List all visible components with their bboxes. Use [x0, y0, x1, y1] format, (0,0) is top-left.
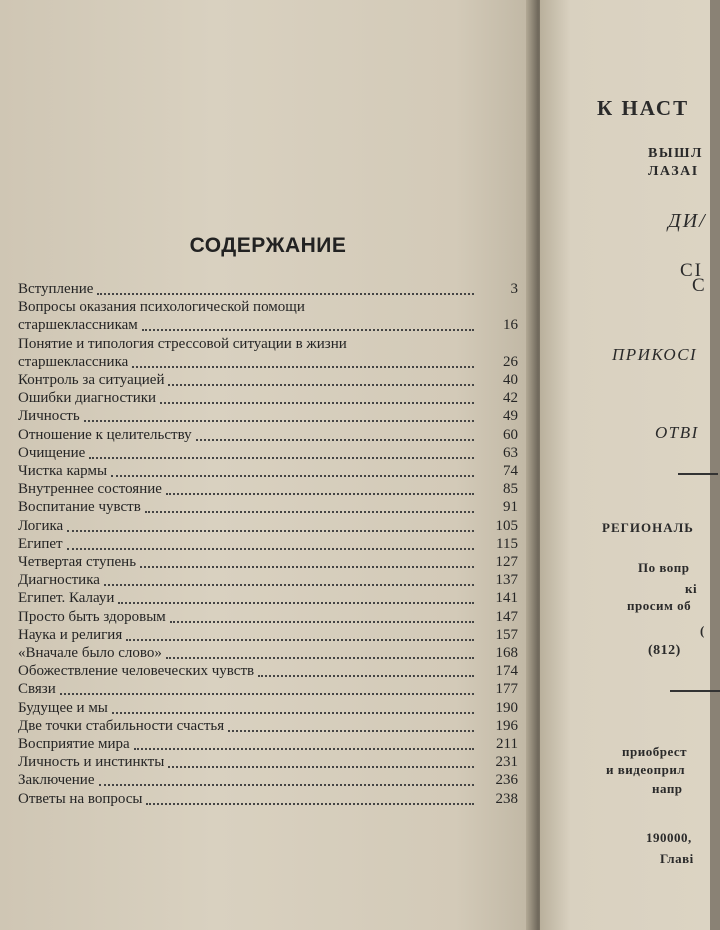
right-page-text-line: 190000,	[646, 830, 692, 845]
toc-page-number: 16	[503, 317, 518, 334]
toc-page-number: 236	[495, 772, 518, 789]
toc-entry-title: Египет. Калауи	[18, 590, 115, 607]
toc-dot-leader	[140, 564, 474, 568]
toc-entry-title: Обожествление человеческих чувств	[18, 663, 255, 680]
toc-page-number: 63	[503, 444, 518, 461]
toc-page-number: 40	[503, 372, 518, 388]
toc-dot-leader	[170, 619, 474, 623]
toc-dot-leader	[104, 582, 474, 586]
toc-page-number: 147	[495, 608, 518, 625]
toc-entry-title: Будущее и мы	[18, 699, 108, 716]
toc-entry-title: Связи	[18, 681, 56, 698]
toc-entry-title: Просто быть здоровым	[18, 608, 166, 625]
right-page-text-line: просим об	[627, 598, 692, 613]
toc-page-number: 177	[495, 681, 518, 698]
toc-dot-leader	[142, 327, 474, 331]
toc-page-number: 91	[503, 499, 518, 516]
toc-page-number: 174	[495, 663, 518, 680]
toc-dot-leader	[228, 728, 474, 732]
toc-dot-leader	[97, 291, 474, 295]
toc-dot-leader	[67, 528, 474, 532]
toc-entry-title: Ответы на вопросы	[18, 790, 143, 807]
right-page	[540, 0, 710, 930]
toc-page-number: 3	[510, 281, 518, 297]
toc-entry-title: Четвертая ступень	[18, 554, 137, 570]
toc-entry-title: Восприятие мира	[18, 736, 130, 752]
toc-dot-leader	[168, 764, 474, 768]
toc-dot-leader	[111, 473, 474, 477]
toc-dot-leader	[145, 509, 474, 513]
toc-dot-leader	[168, 382, 474, 386]
toc-page-number: 238	[495, 790, 518, 807]
toc-entry-title: Ошибки диагностики	[18, 390, 157, 407]
toc-dot-leader	[60, 691, 474, 695]
toc-page-number: 157	[495, 626, 518, 643]
toc-dot-leader	[112, 710, 474, 714]
toc-entry-title: Чистка кармы	[18, 463, 108, 479]
toc-entry-title: Диагностика	[18, 572, 100, 589]
toc-dot-leader	[99, 782, 474, 786]
toc-entry-title: Вступление	[18, 281, 94, 297]
right-page-text-line: (812)	[648, 643, 681, 658]
toc-dot-leader	[126, 637, 474, 641]
toc-page-number: 196	[495, 717, 518, 734]
toc-dot-leader	[258, 673, 474, 677]
toc-dot-leader	[160, 400, 474, 404]
toc-dot-leader	[166, 655, 474, 659]
toc-dot-leader	[196, 437, 474, 441]
toc-dot-leader	[118, 600, 474, 604]
right-page-text-line: ДИ/	[668, 210, 707, 232]
toc-entry-title: Две точки стабильности счастья	[18, 717, 225, 734]
toc-entry-title: Личность и инстинкты	[18, 754, 165, 771]
toc-entry-title: старшеклассникам	[18, 317, 138, 334]
toc-entry-title: Вопросы оказания психологической помощи	[18, 299, 305, 316]
toc-entry-title: Воспитание чувств	[18, 499, 141, 516]
toc-page-number: 85	[503, 481, 518, 498]
toc-dot-leader	[89, 455, 474, 459]
right-page-text-line: ПРИКОСІ	[612, 345, 698, 364]
toc-entry-title: Заключение	[18, 772, 95, 789]
toc-dot-leader	[166, 491, 474, 495]
right-page-text-line: РЕГИОНАЛЬ	[602, 520, 694, 535]
right-page-text-line: и видеоприл	[606, 762, 686, 777]
right-page-text-line: По вопр	[638, 560, 690, 575]
toc-page-number: 105	[495, 517, 518, 534]
toc-entry-title: Личность	[18, 408, 80, 425]
toc-entry-title: старшеклассника	[18, 353, 129, 370]
toc-entry-title: Понятие и типология стрессовой ситуации в жизни	[18, 335, 347, 352]
toc-entry-title: Наука и религия	[18, 626, 123, 643]
toc-page-number: 115	[496, 535, 518, 552]
right-page-text-line: К НАСТ	[597, 96, 690, 120]
right-page-rule	[670, 690, 720, 692]
toc-entry-title: Отношение к целительству	[18, 426, 192, 443]
toc-page-number: 141	[495, 590, 518, 607]
toc-entry-title: Внутреннее состояние	[18, 481, 162, 498]
right-page-text-line: (	[700, 623, 705, 638]
toc-dot-leader	[132, 364, 474, 368]
right-page-text-line: ВЫШЛ	[648, 146, 703, 161]
toc-dot-leader	[84, 418, 474, 422]
toc-page-number: 49	[503, 408, 518, 425]
toc-dot-leader	[67, 546, 474, 550]
right-page-text-line: приобрест	[622, 744, 688, 759]
right-page-text-line: СІ	[680, 260, 703, 281]
toc-entry-title: «Вначале было слово»	[18, 645, 162, 661]
right-page-text-line: кі	[685, 581, 698, 596]
toc-page-number: 127	[495, 554, 518, 570]
toc-dot-leader	[146, 801, 474, 805]
toc-entry-title: Очищение	[18, 444, 86, 461]
toc-page-number: 60	[503, 426, 518, 443]
toc-entry-title: Логика	[18, 517, 64, 534]
toc-page-number: 168	[495, 645, 518, 661]
right-page-text-line: Главі	[660, 851, 694, 866]
toc-page-number: 190	[495, 699, 518, 716]
right-page-rule	[678, 473, 718, 475]
right-page-text-line: ОТВІ	[655, 423, 699, 442]
right-page-text-line: ЛАЗАІ	[648, 164, 699, 179]
toc-entry-title: Египет	[18, 535, 63, 552]
toc-page-number: 42	[503, 390, 518, 407]
toc-page-number: 231	[495, 754, 518, 771]
toc-dot-leader	[134, 746, 474, 750]
toc-page-number: 74	[503, 463, 518, 479]
toc-page-number: 26	[503, 353, 518, 370]
right-page-text-line: напр	[652, 781, 683, 796]
toc-title: СОДЕРЖАНИЕ	[189, 234, 347, 257]
right-page-text-line: С	[692, 275, 707, 296]
toc-page-number: 211	[496, 736, 518, 752]
toc-page-number: 137	[495, 572, 518, 589]
toc-entry-title: Контроль за ситуацией	[18, 372, 165, 388]
